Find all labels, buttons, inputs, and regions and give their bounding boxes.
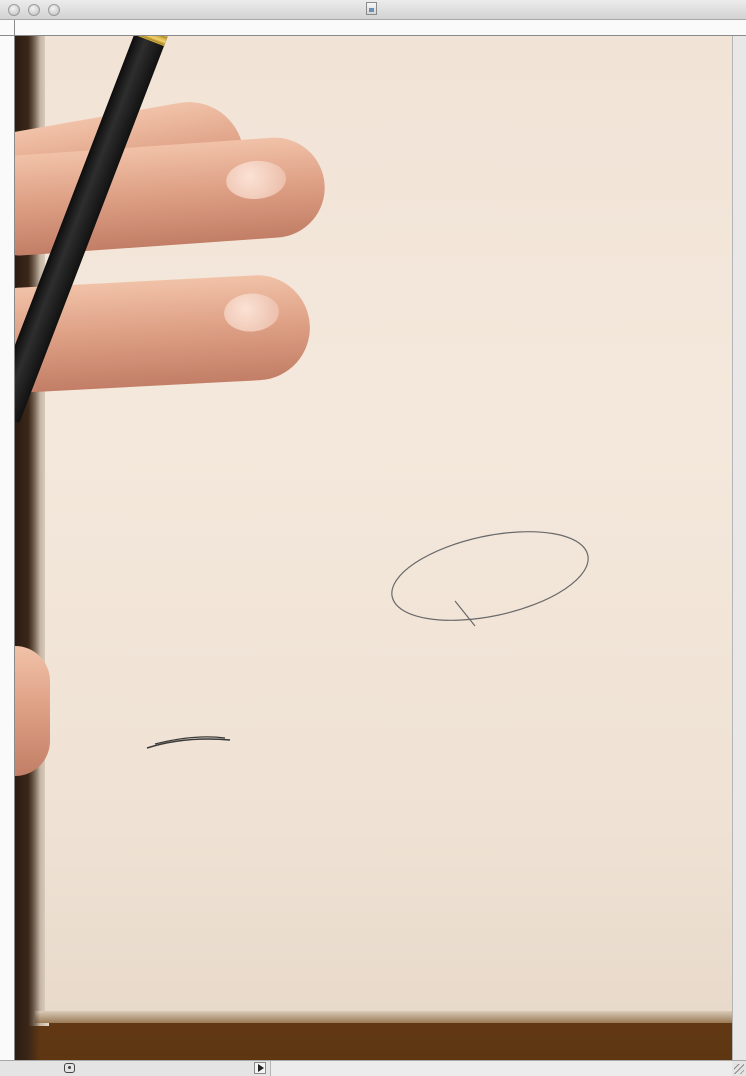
vertical-scrollbar[interactable] — [732, 36, 746, 1060]
ruler-origin[interactable] — [0, 20, 15, 36]
status-bar — [0, 1060, 746, 1076]
status-info-icon[interactable] — [64, 1063, 75, 1073]
resize-grip-icon[interactable] — [734, 1064, 744, 1074]
vertical-ruler[interactable] — [0, 36, 15, 1060]
annotation-pointer — [455, 601, 475, 626]
knuckle — [15, 646, 50, 776]
document-icon[interactable] — [366, 2, 377, 15]
document-canvas[interactable] — [15, 36, 732, 1060]
horizontal-ruler[interactable] — [15, 20, 746, 36]
status-menu-arrow-icon[interactable] — [254, 1062, 266, 1074]
window-titlebar[interactable] — [0, 0, 746, 20]
circle-annotation — [384, 516, 596, 636]
window-title-wrap — [0, 2, 746, 16]
horizontal-scrollbar[interactable] — [270, 1061, 732, 1076]
